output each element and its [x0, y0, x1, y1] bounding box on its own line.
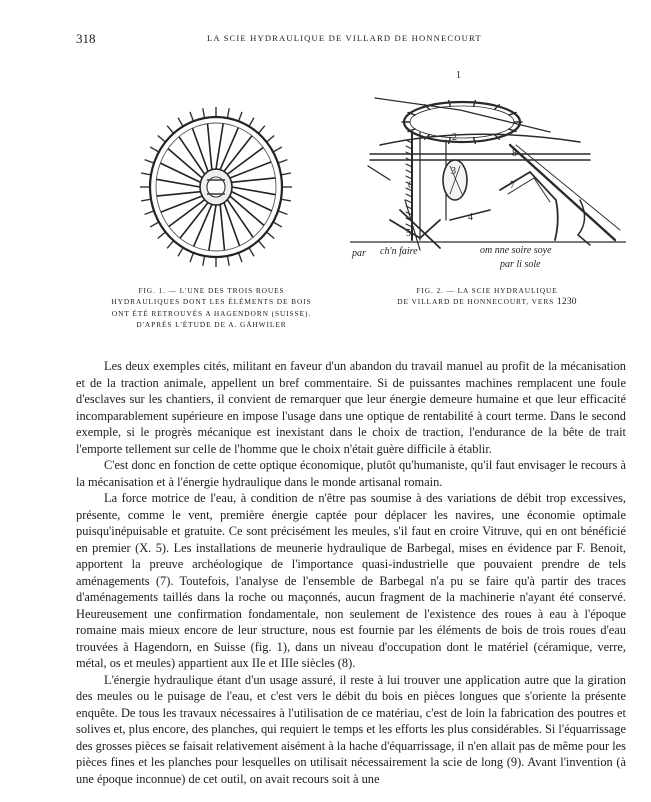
paragraph-2: C'est donc en fonction de cette optique économique, plutôt qu'humaniste, qu'il faut envisager le recours à la mécanisation et à l'énergie hydraulique dans le monde artisanal romain. [76, 458, 626, 489]
fig2-label-5: 5 [406, 228, 411, 239]
page-header [76, 31, 626, 47]
paragraph-3: La force motrice de l'eau, à condition de n'être pas soumise à des variations de débit trop excessives, présente, comme le vent, première énergie captée pour déplacer les navires, une économie optimale puisqu'inépuisable et gratuite. Ce sont précisément les meules, s'il faut en croire Vitruve, qui en ont bénéficié en premier (X. 5). Les installations de meunerie hydraulique de Barbegal, mises en évidence par F. Benoit, apportent la preuve archéologique de l'importance quasi-industrielle que pouvaient prendre de tels aménagements (7). Toutefois, l'analyse de l'ensemble de Barbegal n'a pu se faire qu'à partir des traces d'aménagements taillés dans la roche ou maçonnés, aucun fragment de la machinerie n'ayant été conservé. Heureusement une confirmation fondamentale, non seulement de l'existence des roues à eau à l'époque romaine mais mieux encore de leur structure, nous est fournie par les éléments de bois de trois roues d'eau trouvées à Hagendorn, en Suisse (fig. 1), dans un niveau d'occupation dont le matériel (céramique, verre, métal, os et meules) appartient aux IIe et IIIe siècles (8). [76, 491, 626, 670]
fig2-label-1: 1 [456, 70, 461, 81]
fig2-label-4: 4 [468, 212, 473, 223]
figure-2-caption-prefix: DE VILLARD DE HONNECOURT, VERS [397, 297, 555, 307]
figure-2-caption-year: 1230 [556, 297, 577, 308]
fig2-label-2: 2 [452, 132, 457, 143]
fig2-inscription-left-b: ch'n faire [380, 246, 418, 257]
fig2-label-8: 8 [512, 148, 517, 159]
fig2-inscription-right-b: par li sole [500, 259, 541, 270]
figure-2-caption-line-2 [382, 296, 592, 308]
figure-1-caption: FIG. 1. — L'UNE DES TROIS ROUES HYDRAULIQUES DONT LES ÉLÉMENTS DE BOIS ONT ÉTÉ RETROUVÉS A HAGENDORN (SUISSE). D'APRÈS L'ÉTUDE DE A. GÄHWILER [111, 286, 312, 329]
figure-1-water-wheel [136, 105, 296, 269]
figure-2-caption-line-1: FIG. 2. — LA SCIE HYDRAULIQUE [416, 286, 558, 295]
fig2-inscription-right-a: om nne soire soye [480, 245, 552, 256]
paragraph-1: Les deux exemples cités, militant en faveur d'un abandon du travail manuel au profit de la mécanisation et de la traction animale, appellent un bref commentaire. Si de puissantes machines remplacent une foule d'esclaves sur les chantiers, il convient de remarquer que leur énergie demeure humaine et que leur efficacité incomparablement supérieure en impose l'usage dans une optique de rentabilité à court terme. Dans le second exemple, si le progrès mécanique est inexistant dans le choix de traction, l'endurance de la bête de trait l'emporte tellement sur celle de l'homme que le choix n'était guère difficile à établir. [76, 359, 626, 456]
body-text [76, 358, 626, 787]
figure-2-sawmill-sketch [350, 70, 626, 275]
fig2-label-3: 3 [451, 166, 456, 177]
fig2-inscription-left-a: par [352, 248, 366, 259]
running-title: LA SCIE HYDRAULIQUE DE VILLARD DE HONNECOURT [207, 33, 482, 43]
paragraph-4: L'énergie hydraulique étant d'un usage assuré, il reste à lui trouver une application autre que la giration des meules ou le puisage de l'eau, et c'est vers le débit du bois en pièces longues que s'oriente la présente enquête. De tous les travaux nécessaires à l'utilisation de ce matériau, c'est de loin la fabrication des poutres et solives et, plus encore, des planches, qui requiert le temps et les efforts les plus considérables. Si l'équarrissage des grosses pièces se faisait relativement aisément à la hache d'équarrissage, il n'en allait pas de même pour les pièces fines et les planches pour lesquelles on utilisait nécessairement la scie de long (9). Avant l'invention (à une époque inconnue) de cet outil, on avait recours soit à une [76, 672, 626, 786]
page-number: 318 [76, 31, 96, 46]
figure-2-caption [382, 285, 592, 309]
fig2-label-6: 6 [408, 180, 413, 191]
fig2-label-7: 7 [510, 180, 515, 191]
